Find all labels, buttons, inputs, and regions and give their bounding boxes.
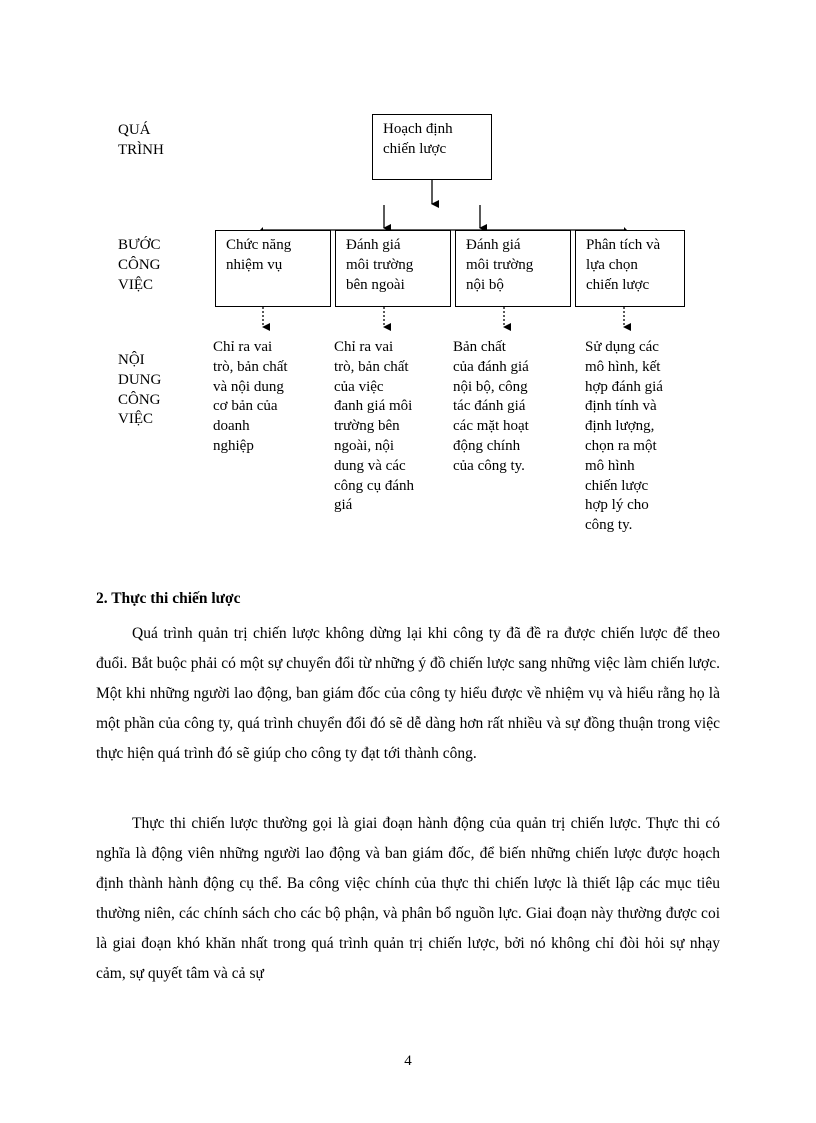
section-heading: 2. Thực thi chiến lược (96, 590, 241, 607)
box-step-3-text: Đánh giá môi trường nội bộ (466, 237, 534, 293)
paragraph-1: Quá trình quản trị chiến lược không dừng lại khi công ty đã đề ra được chiến lược để theo đuổi. Bắt buộc phải có một sự chuyển đổi từ những ý đồ chiến lược sang những việc làm chiến lược. Một khi những người lao động, ban giám đốc của công ty hiểu được về nhiệm vụ và hiểu rằng họ là một phần của công ty, quá trình chuyển đổi đó sẽ dễ dàng hơn rất nhiều và sự đồng thuận trong việc thực hiện quá trình đó sẽ giúp cho công ty đạt tới thành công. (96, 625, 720, 763)
description-2: Chỉ ra vai trò, bản chất của việc đanh giá môi trường bên ngoài, nội dung và các công cụ đánh giá (334, 339, 414, 514)
page-number: 4 (404, 1053, 412, 1069)
description-4: Sử dụng các mô hình, kết hợp đánh giá định tính và định lượng, chọn ra một mô hình chiến lược hợp lý cho công ty. (585, 339, 663, 534)
box-step-3 (455, 230, 571, 307)
paragraph-2: Thực thi chiến lược thường gọi là giai đoạn hành động của quản trị chiến lược. Thực thi có nghĩa là động viên những người lao động và ban giám đốc, để biến những chiến lược được hoạch định thành hành động cụ thể. Ba công việc chính của thực thi chiến lược là thiết lập các mục tiêu thường niên, các chính sách cho các bộ phận, và phân bổ nguồn lực. Giai đoạn này thường được coi là giai đoạn khó khăn nhất trong quá trình quản trị chiến lược, bởi nó không chỉ đòi hỏi sự nhạy cảm, sự quyết tâm và cả sự (96, 815, 720, 983)
label-process: QUÁ TRÌNH (118, 122, 164, 158)
box-strategic-planning (372, 114, 492, 180)
box-step-2 (335, 230, 451, 307)
label-steps: BƯỚC CÔNG VIỆC (118, 237, 161, 293)
box-step-4 (575, 230, 685, 307)
box-step-2-text: Đánh giá môi trường bên ngoài (346, 237, 414, 293)
label-content: NỘI DUNG CÔNG VIỆC (118, 352, 162, 428)
description-3: Bản chất của đánh giá nội bộ, công tác đánh giá các mặt hoạt động chính của công ty. (453, 339, 529, 474)
description-1: Chỉ ra vai trò, bản chất và nội dung cơ bản của doanh nghiệp (213, 339, 288, 454)
box-step-1 (215, 230, 331, 307)
box-step-1-text: Chức năng nhiệm vụ (226, 237, 292, 273)
box-strategic-planning-text: Hoạch định chiến lược (383, 121, 453, 157)
box-step-4-text: Phân tích và lựa chọn chiến lược (586, 237, 661, 293)
